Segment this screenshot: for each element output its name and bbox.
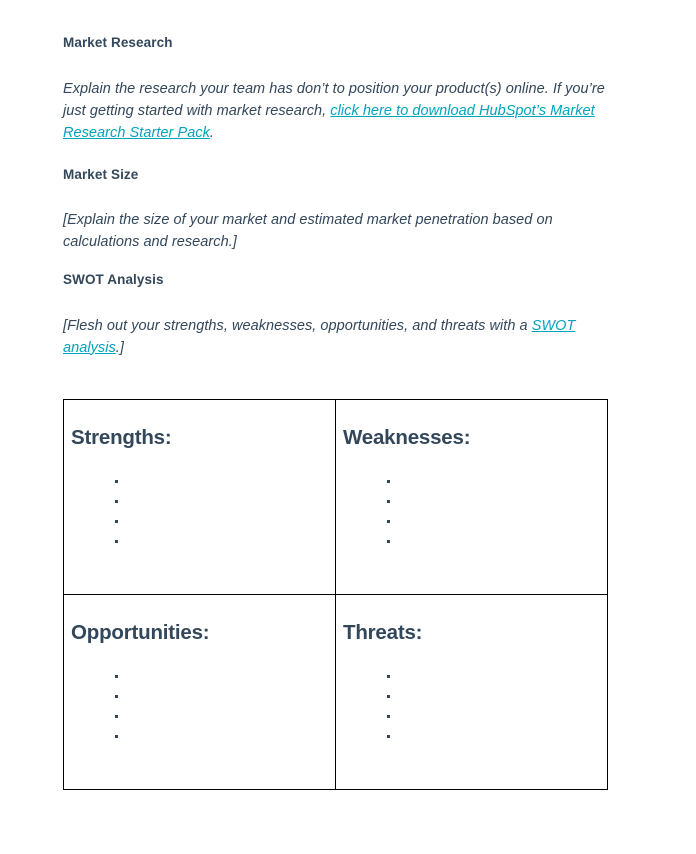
heading-swot-analysis: SWOT Analysis <box>63 272 164 288</box>
spacer <box>63 289 609 315</box>
list-item[interactable] <box>387 687 607 707</box>
list-item[interactable] <box>115 727 335 747</box>
swot-quadrant-opportunities-title: Opportunities: <box>71 621 210 644</box>
swot-table-row-bottom <box>64 595 608 790</box>
swot-quadrant-strengths-list <box>71 472 335 552</box>
swot-quadrant-threats-list <box>343 667 607 747</box>
swot-quadrant-weaknesses-list <box>343 472 607 552</box>
list-item[interactable] <box>115 532 335 552</box>
paragraph-swot-analysis <box>63 315 609 359</box>
swot-quadrant-weaknesses-title: Weaknesses: <box>343 426 471 449</box>
swot-matrix-table <box>63 399 608 790</box>
spacer <box>63 183 609 209</box>
heading-market-size: Market Size <box>63 166 139 182</box>
paragraph-market-size: [Explain the size of your market and estimated market penetration based on calculations and research.] <box>63 212 553 251</box>
paragraph-market-research-text-before: Explain the research your team has don’t to position your product(s) online. If you’re just getting started with market research, <box>63 80 605 119</box>
spacer <box>63 52 609 78</box>
swot-quadrant-opportunities[interactable] <box>64 595 336 790</box>
swot-quadrant-threats-inner <box>336 595 607 789</box>
list-item[interactable] <box>387 667 607 687</box>
link-swot-analysis[interactable]: SWOT analysis <box>63 317 576 356</box>
spacer <box>63 144 609 166</box>
swot-quadrant-weaknesses[interactable] <box>336 400 608 595</box>
list-item[interactable] <box>387 472 607 492</box>
list-item[interactable] <box>115 707 335 727</box>
list-item[interactable] <box>387 707 607 727</box>
swot-quadrant-threats-title: Threats: <box>343 621 423 644</box>
swot-quadrant-strengths[interactable] <box>64 400 336 595</box>
list-item[interactable] <box>387 492 607 512</box>
swot-quadrant-opportunities-inner <box>64 595 335 789</box>
document-content <box>63 34 609 359</box>
swot-quadrant-weaknesses-inner <box>336 400 607 594</box>
list-item[interactable] <box>387 727 607 747</box>
list-item[interactable] <box>115 687 335 707</box>
spacer <box>63 253 609 271</box>
paragraph-swot-analysis-text-after: .] <box>115 339 124 356</box>
swot-quadrant-opportunities-list <box>71 667 335 747</box>
swot-table-row-top <box>64 400 608 595</box>
swot-quadrant-strengths-inner <box>64 400 335 594</box>
list-item[interactable] <box>115 472 335 492</box>
list-item[interactable] <box>115 667 335 687</box>
paragraph-market-research-text-after: . <box>209 124 215 141</box>
heading-market-research: Market Research <box>63 35 173 50</box>
list-item[interactable] <box>115 492 335 512</box>
list-item[interactable] <box>387 512 607 532</box>
list-item[interactable] <box>115 512 335 532</box>
swot-quadrant-threats[interactable] <box>336 595 608 790</box>
paragraph-market-research <box>63 78 609 144</box>
list-item[interactable] <box>387 532 607 552</box>
swot-quadrant-strengths-title: Strengths: <box>71 426 172 449</box>
paragraph-swot-analysis-text-before: [Flesh out your strengths, weaknesses, opportunities, and threats with a <box>63 317 532 334</box>
link-market-research-starter-pack[interactable]: click here to download HubSpot’s Market Research Starter Pack <box>63 102 595 141</box>
